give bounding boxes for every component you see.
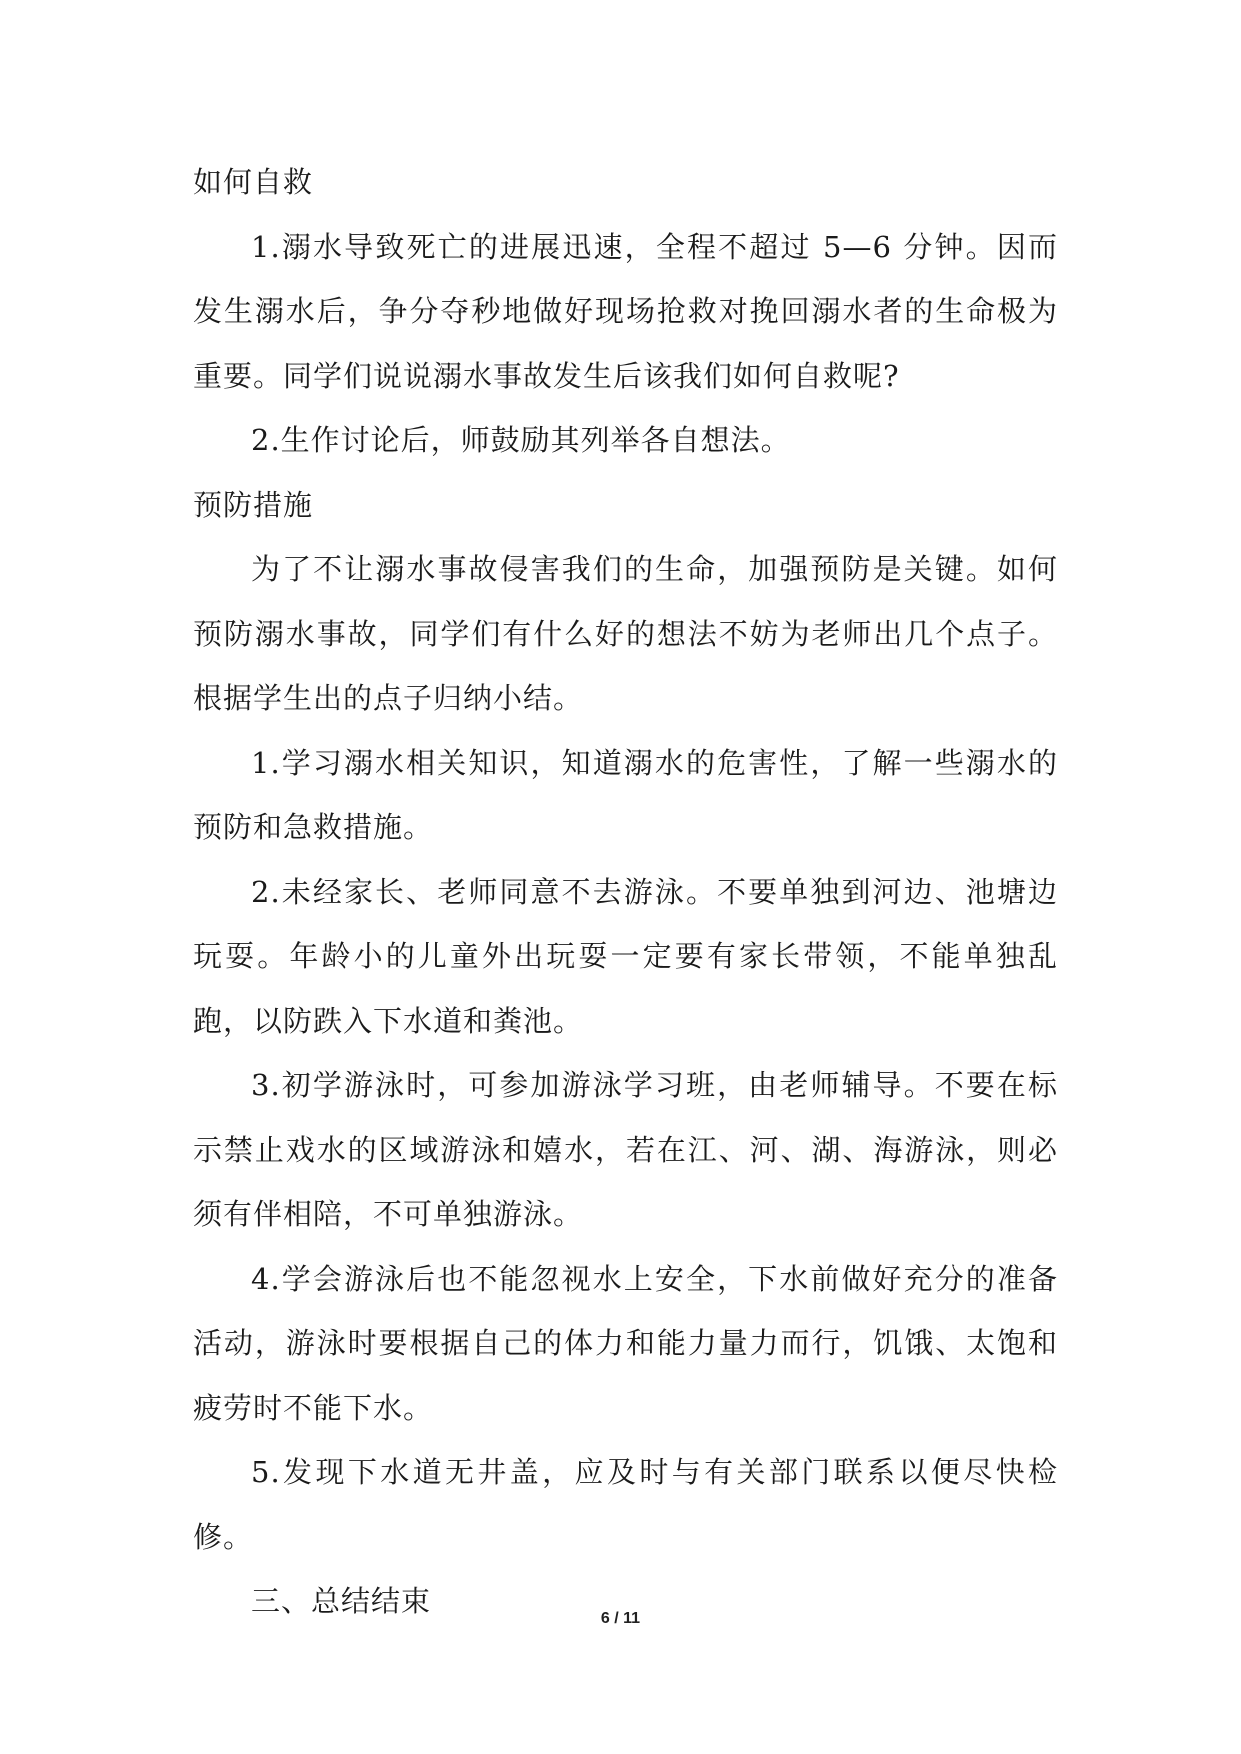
heading-prevention: 预防措施 [193, 487, 314, 522]
document-body [193, 150, 1058, 1634]
paragraph-prevention-4: 4.学会游泳后也不能忽视水上安全，下水前做好充分的准备活动，游泳时要根据自己的体力和能力量力而行，饥饿、太饱和疲劳时不能下水。 [193, 1261, 1058, 1425]
paragraph-prevention-5: 5.发现下水道无井盖，应及时与有关部门联系以便尽快检修。 [193, 1455, 1058, 1554]
paragraph-prevention-1: 1.学习溺水相关知识，知道溺水的危害性，了解一些溺水的预防和急救措施。 [193, 745, 1058, 844]
paragraph-self-rescue-1: 1.溺水导致死亡的进展迅速，全程不超过 5—6 分钟。因而发生溺水后，争分夺秒地做好现场抢救对挽回溺水者的生命极为重要。同学们说说溺水事故发生后该我们如何自救呢? [193, 229, 1058, 393]
section-heading-summary: 三、总结结束 [251, 1584, 432, 1618]
page-number: 6 / 11 [600, 1610, 641, 1627]
paragraph-prevention-intro: 为了不让溺水事故侵害我们的生命，加强预防是关键。如何预防溺水事故，同学们有什么好的想法不妨为老师出几个点子。根据学生出的点子归纳小结。 [193, 552, 1058, 715]
paragraph-prevention-2: 2.未经家长、老师同意不去游泳。不要单独到河边、池塘边玩耍。年龄小的儿童外出玩耍一定要有家长带领，不能单独乱跑，以防跌入下水道和粪池。 [193, 874, 1058, 1038]
paragraph-prevention-3: 3.初学游泳时，可参加游泳学习班，由老师辅导。不要在标示禁止戏水的区域游泳和嬉水，若在江、河、湖、海游泳，则必须有伴相陪，不可单独游泳。 [193, 1068, 1058, 1231]
heading-self-rescue: 如何自救 [193, 165, 314, 199]
paragraph-self-rescue-2: 2.生作讨论后，师鼓励其列举各自想法。 [251, 423, 791, 457]
